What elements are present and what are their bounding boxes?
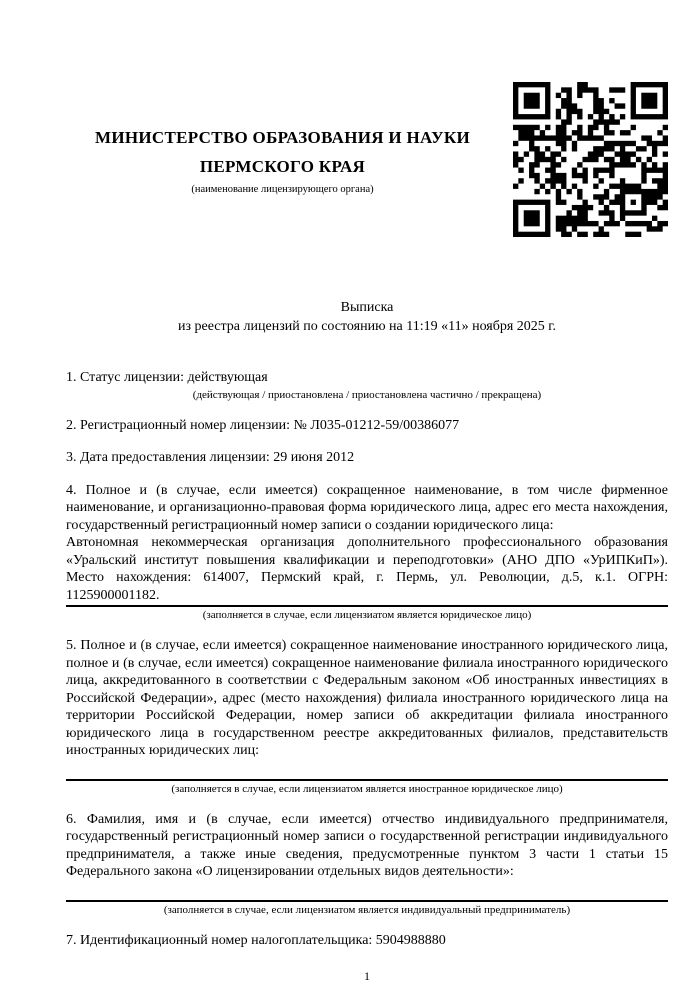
title-line1: Выписка [340, 300, 394, 315]
item-5-foreign-entity [66, 637, 668, 796]
item-5-caption: (заполняется в случае, если лицензиатом является иностранное юридическое лицо) [171, 782, 563, 795]
item-3-license-date: 3. Дата предоставления лицензии: 29 июня 2012 [66, 450, 355, 465]
item-6-fill-line [66, 900, 668, 902]
document-header [66, 82, 668, 237]
item-1-caption: (действующая / приостановлена / приостановлена частично / прекращена) [192, 388, 542, 401]
item-6-individual-entrepreneur [66, 811, 668, 917]
document-title [66, 298, 668, 336]
item-4-fill-line [66, 605, 668, 607]
title-line2: из реестра лицензий по состоянию на 11:19 «11» ноября 2025 г. [178, 319, 556, 334]
authority-name-line2: ПЕРМСКОГО КРАЯ [199, 156, 366, 176]
item-7-taxpayer-number: 7. Идентификационный номер налогоплательщика: 5904988880 [66, 932, 446, 948]
page-number: 1 [364, 969, 370, 983]
item-5-blank [66, 760, 668, 778]
item-6-blank [66, 881, 668, 899]
item-4-text: 4. Полное и (в случае, если имеется) сокращенное наименование, в том числе фирменное наименование, и организационно-правовая форма юридического лица, адрес его места нахождения, государственный регистрационный номер записи о создании юридического лица: [66, 482, 668, 533]
item-5-text: 5. Полное и (в случае, если имеется) сокращенное наименование иностранного юридического лица, полное и (в случае, если имеется) сокращенное наименование филиала иностранного юридического лица, аккредитованного в соответствии с Федеральным законом «Об иностранных инвестициях в Российской Федерации», адрес (место нахождения) филиала иностранного юридического лица на территории Российской Федерации, номер записи об аккредитации филиала иностранного юридического лица в государственном реестре аккредитованных филиалов, представительств иностранных юридических лиц: [66, 638, 668, 758]
item-6-caption: (заполняется в случае, если лицензиатом является индивидуальный предприниматель) [163, 903, 571, 916]
item-6-text: 6. Фамилия, имя и (в случае, если имеется) отчество индивидуального предпринимателя, государственный регистрационный номер записи о государственной регистрации индивидуального предпринимателя, а также иные сведения, предусмотренные пунктом 3 части 1 статьи 15 Федерального закона «О лицензировании отдельных видов деятельности»: [66, 811, 668, 879]
item-4-value: Автономная некоммерческая организация дополнительного профессионального образования «Уральский институт повышения квалификации и переподготовки» (АНО ДПО «УрИПКиП»). Место нахождения: 614007, Пермский край, г. Пермь, ул. Революции, д.5, к.1. ОГРН: 1125900001182. [66, 535, 668, 603]
item-5-fill-line [66, 779, 668, 781]
licensing-authority-block [66, 123, 513, 197]
item-4-legal-entity [66, 482, 668, 623]
authority-name-line1: МИНИСТЕРСТВО ОБРАЗОВАНИЯ И НАУКИ [94, 127, 471, 147]
item-2-registration-number: 2. Регистрационный номер лицензии: № Л035-01212-59/00386077 [66, 417, 460, 433]
item-4-caption: (заполняется в случае, если лицензиатом является юридическое лицо) [202, 609, 532, 621]
authority-caption: (наименование лицензирующего органа) [191, 183, 374, 195]
item-1-license-status: 1. Статус лицензии: действующая [66, 370, 268, 385]
qr-code-icon [513, 82, 668, 237]
